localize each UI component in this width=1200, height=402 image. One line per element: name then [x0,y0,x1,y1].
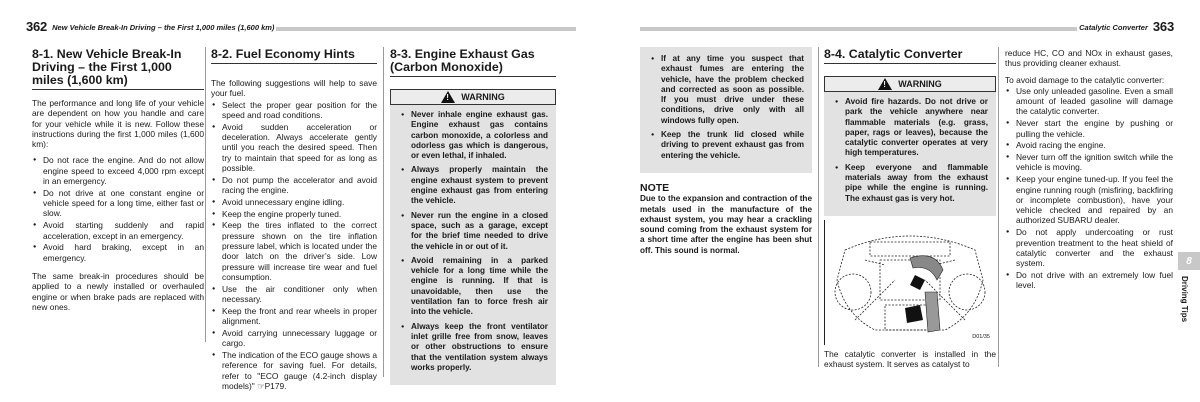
catalytic-converter-continued [1005,48,1173,292]
list-item: ● Avoid carrying unnecessary luggage or cargo. [211,328,377,349]
list-item: ● Avoid hard braking, except in an emergency. [32,242,204,263]
warning-triangle-icon: ! [441,91,455,103]
warning-label: WARNING [898,78,942,89]
running-title: Catalytic Converter [1079,23,1148,32]
intro-paragraph: The following suggestions will help to save your fuel. [211,78,377,99]
section-title: 8-3. Engine Exhaust Gas (Carbon Monoxide) [390,48,556,77]
list-item: ● Keep the engine properly tuned. [211,209,377,219]
warning-list [390,105,556,373]
list-item: ● Avoid sudden acceleration or deceleration. Always accelerate gently until you reach the desired speed. Then try to maintain that speed for as long as possible. [211,122,377,173]
warning-box [390,89,556,385]
section-8-3 [390,48,556,385]
warning-triangle-icon: ! [878,78,892,90]
list-item: ● Keep everyone and flammable materials away from the exhaust pipe while the engine is running. The exhaust gas is very hot. [834,163,988,204]
header-rule [640,27,1077,31]
section-8-2 [211,48,377,393]
list-item: ● Do not drive with an extremely low fuel level. [1005,270,1173,291]
running-title: New Vehicle Break-In Driving – the First 1,000 miles (1,600 km) [52,23,275,32]
list-item: ● Avoid unnecessary engine idling. [211,197,377,207]
bullet-list [211,100,377,392]
list-item: ● Do not drive at one constant engine or vehicle speed for a long time, either fast or slow. [32,188,204,219]
section-title: 8-2. Fuel Economy Hints [211,48,377,64]
exhaust-continued [640,47,812,256]
warning-label: WARNING [461,91,505,102]
section-8-1 [32,48,204,318]
list-item: ● Never run the engine in a closed space, such as a garage, except for the brief time needed to drive the vehicle in or out of it. [400,211,548,252]
list-item: ● The indication of the ECO gauge shows a reference for saving fuel. For details, refer to "ECO gauge (4.2-inch display models)" ☞P179. [211,350,377,391]
list-item: ● Always keep the front ventilator inlet grille free from snow, leaves or other obstructions to ensure that the ventilation system always works properly. [400,322,548,373]
chapter-label: Driving Tips [1180,276,1189,323]
warning-box-continued [640,47,812,173]
right-page [600,0,1200,402]
warning-header [390,89,556,105]
closing-paragraph: The same break-in procedures should be applied to a newly installed or overhauled engine or when brake pads are replaced with new ones. [32,270,204,312]
continued-paragraph: reduce HC, CO and NOx in exhaust gases, thus providing cleaner exhaust. [1005,48,1173,69]
left-page-header [26,18,576,34]
section-8-4 [824,48,996,376]
list-item: ● Keep your engine tuned-up. If you feel the engine running rough (misfiring, backfiring or incomplete combustion), have your vehicle checked and repaired by an authorized SUBARU dealer. [1005,174,1173,225]
warning-box [824,76,996,216]
column-divider [818,47,819,367]
chapter-tab[interactable]: 8 [1178,252,1200,270]
list-item: ● Never turn off the ignition switch while the vehicle is moving. [1005,152,1173,173]
column-divider [383,47,384,377]
note-title: NOTE [640,181,670,194]
list-item: ● Keep the tires inflated to the correct pressure shown on the tire inflation pressure label, which is located under the door latch on the driver’s side. Low pressure will increase tire wear and fuel consumption. [211,220,377,282]
list-item: ● Select the proper gear position for the speed and road conditions. [211,100,377,121]
list-item: ● Use the air conditioner only when necessary. [211,284,377,305]
warning-list [640,49,812,161]
page-number: 362 [26,19,48,34]
section-title: 8-1. New Vehicle Break-In Driving – the First 1,000 miles (1,600 km) [32,48,204,90]
warning-list [824,92,996,204]
list-item: ● Do not pump the accelerator and avoid racing the engine. [211,175,377,196]
list-item: ● If at any time you suspect that exhaust fumes are entering the vehicle, have the problem checked and corrected as soon as possible. If you must drive under these conditions, drive only with all windows fully open. [650,54,804,126]
figure-code: D01/35 [972,333,990,340]
list-item: ● Keep the trunk lid closed while driving to prevent exhaust gas from entering the vehicle. [650,130,804,161]
bullet-list [32,155,204,262]
page-number: 363 [1152,19,1174,34]
list-item: ● Avoid starting suddenly and rapid acceleration, except in an emergency. [32,220,204,241]
bullet-list [1005,86,1173,291]
column-divider [998,47,999,367]
note-body: Due to the expansion and contraction of the metals used in the manufacture of the exhaust system, you may hear a crackling sound coming from the exhaust system for a short time after the engine has been shut off. This sound is normal. [640,194,812,255]
list-item: ● Always properly maintain the engine exhaust system to prevent engine exhaust gas from entering the vehicle. [400,165,548,206]
list-item: ● Do not race the engine. And do not allow engine speed to exceed 4,000 rpm except in an emergency. [32,155,204,186]
list-item: ● Do not apply undercoating or rust prevention treatment to the heat shield of catalytic converter and the exhaust system. [1005,227,1173,268]
list-item: ● Avoid remaining in a parked vehicle for a long time while the engine is running. If that is unavoidable, then use the ventilation fan to force fresh air into the vehicle. [400,256,548,318]
list-item: ● Keep the front and rear wheels in proper alignment. [211,306,377,327]
list-item: ● Avoid racing the engine. [1005,140,1173,150]
figure-caption: The catalytic converter is installed in the exhaust system. It serves as catalyst to [824,348,996,370]
catalytic-converter-diagram [824,220,994,345]
right-page-header [640,18,1174,34]
list-item: ● Avoid fire hazards. Do not drive or park the vehicle anywhere near flammable materials (e.g. grass, paper, rags or leaves), because the catalytic converter operates at very high temperatures. [834,97,988,159]
column-divider [205,47,206,342]
avoid-damage-intro: To avoid damage to the catalytic converter: [1005,74,1165,85]
engine-bay-illustration-icon [825,220,994,345]
list-item: ● Never start the engine by pushing or pulling the vehicle. [1005,118,1173,139]
list-item: ● Never inhale engine exhaust gas. Engine exhaust gas contains carbon monoxide, a colorless and odorless gas which is dangerous, or even lethal, if inhaled. [400,110,548,161]
section-title: 8-4. Catalytic Converter [824,48,996,64]
intro-paragraph: The performance and long life of your vehicle are dependent on how you handle and care for your vehicle while it is new. Follow these instructions during the first 1,000 miles (1,600 km): [32,98,204,150]
header-rule [276,27,576,31]
list-item: ● Use only unleaded gasoline. Even a small amount of leaded gasoline will damage the catalytic converter. [1005,86,1173,117]
warning-header [824,76,996,92]
